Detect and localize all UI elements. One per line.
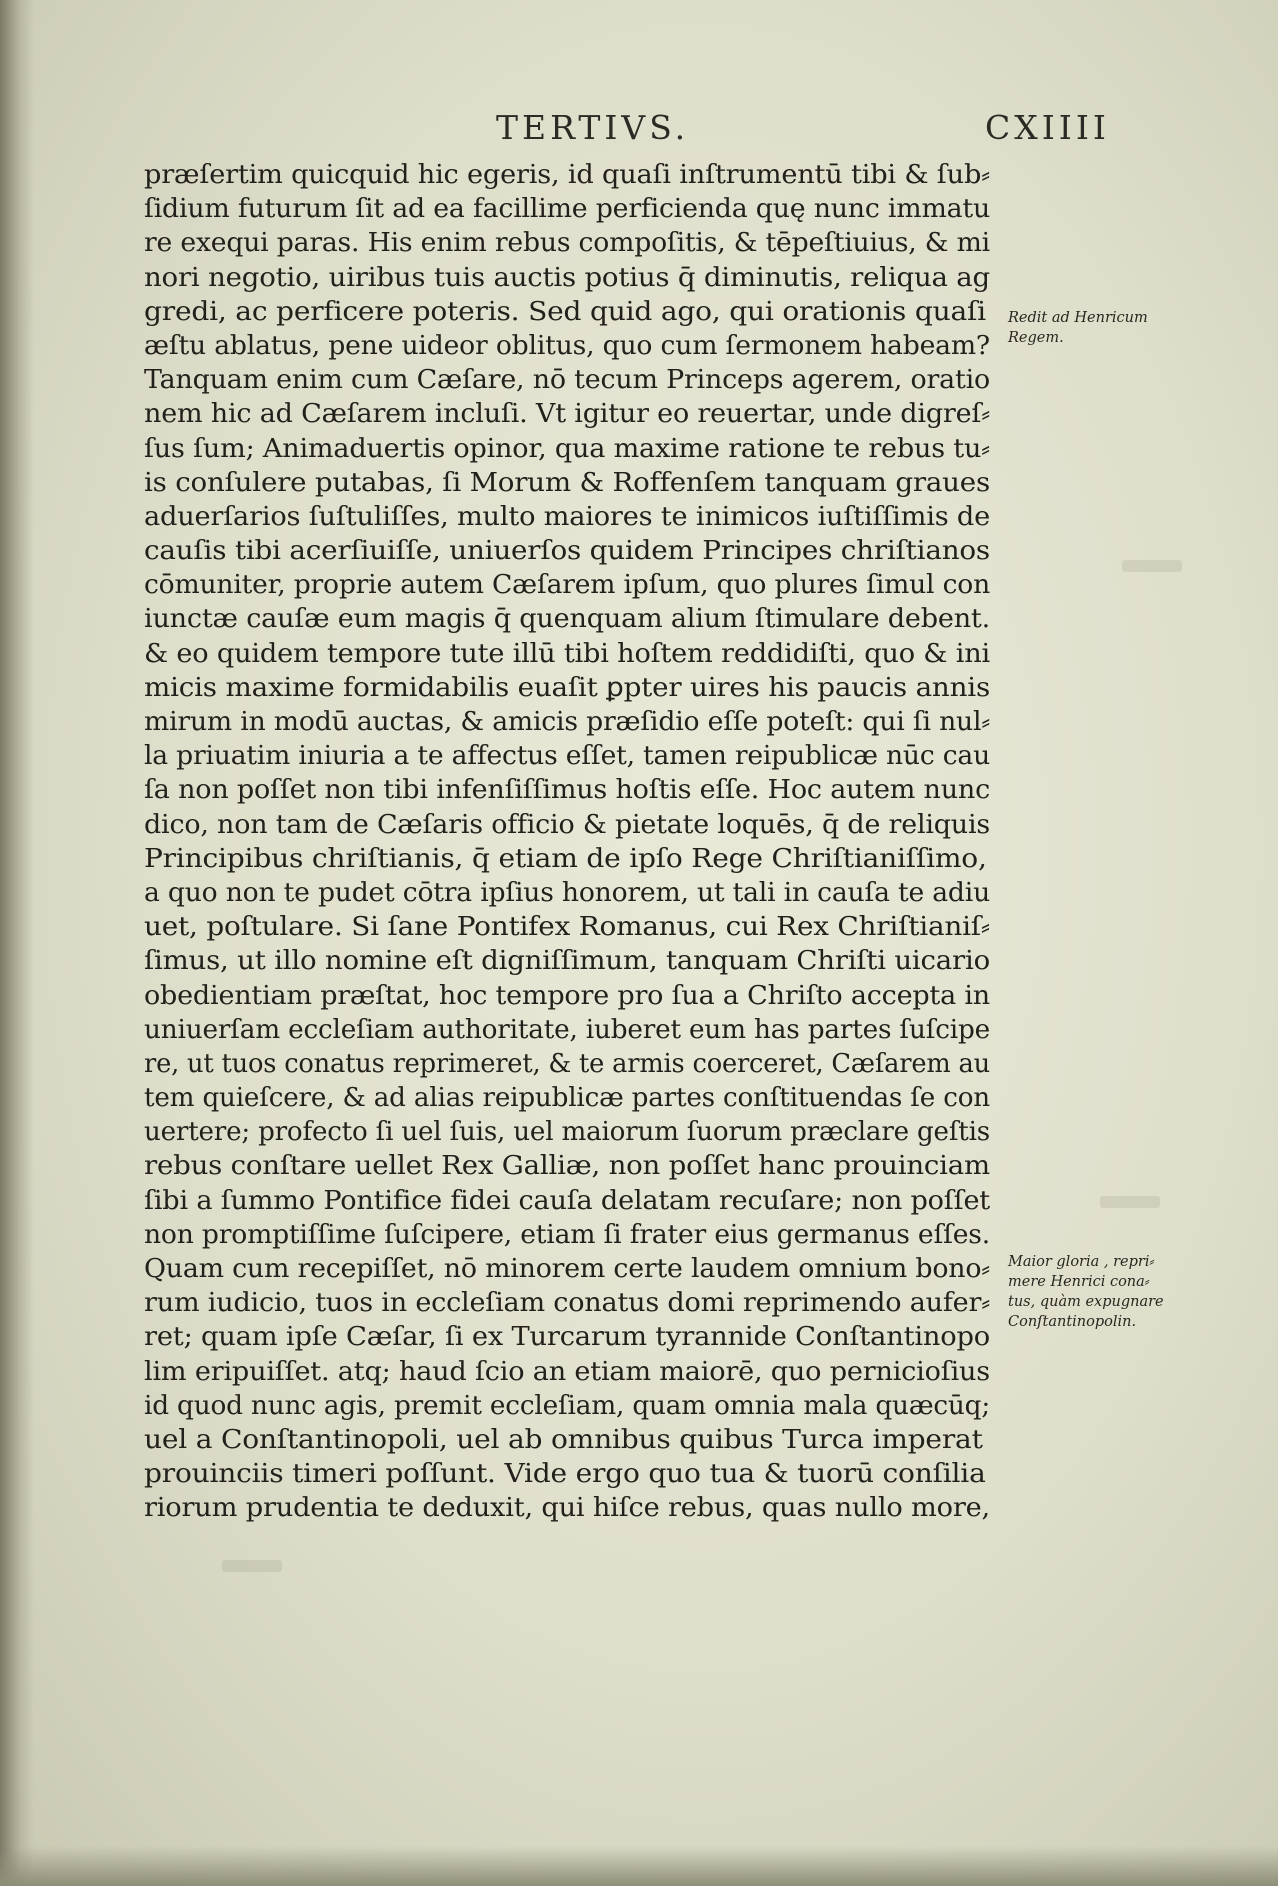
text-line: aduerſarios ſuſtuliſſes, multo maiores te inimicos iuſtiſſimis de [144,501,990,532]
text-line: lim eripuiſſet. atq; haud ſcio an etiam maiorē, quo pernicioſius [144,1356,990,1387]
show-through-mark [1122,560,1182,572]
text-line: is conſulere putabas, ſi Morum & Roffenſem tanquam graues [144,467,990,498]
text-line: iunctæ cauſæ eum magis q̄ quenquam alium ſtimulare debent. [144,604,990,635]
margin-note-line: Maior gloria , repri⸗ [1008,1254,1155,1270]
text-line: ret; quam ipſe Cæſar, ſi ex Turcarum tyrannide Conſtantinopo [144,1322,990,1353]
text-line: re, ut tuos conatus reprimeret, & te armis coerceret, Cæſarem au [144,1048,990,1079]
margin-note-line: tus, quàm expugnare [1008,1294,1164,1310]
text-line: uertere; profecto ſi uel ſuis, uel maiorum ſuorum præclare geſtis [144,1117,990,1148]
text-line: æſtu ablatus, pene uideor oblitus, quo cum ſermonem habeam? [144,330,990,361]
text-line: rebus conſtare uellet Rex Galliæ, non poſſet hanc prouinciam [144,1151,990,1182]
page-bottom-shadow [0,1846,1278,1886]
text-line: ſus ſum; Animaduertis opinor, qua maxime ratione te rebus tu⸗ [144,433,990,464]
text-line: riorum prudentia te deduxit, qui hiſce rebus, quas nullo more, [144,1493,990,1524]
text-line: re exequi paras. His enim rebus compoſitis, & tēpeſtiuius, & mi [144,228,990,259]
show-through-mark [222,1560,282,1572]
text-line: ſibi a ſummo Pontifice fidei cauſa delatam recuſare; non poſſet [144,1185,990,1216]
text-line: uniuerſam eccleſiam authoritate, iuberet eum has partes ſuſcipe [144,1014,990,1045]
margin-note-line: Regem. [1008,330,1064,346]
folio-number: CXIIII [985,108,1110,147]
text-line: non promptiſſime ſuſcipere, etiam ſi frater eius germanus eſſes. [144,1219,990,1250]
text-line: gredi, ac perficere poteris. Sed quid ago, qui orationis quaſi [144,296,986,327]
text-line: nori negotio, uiribus tuis auctis potius q̄ diminutis, reliqua ag [144,262,990,293]
running-head: TERTIVS. [496,108,690,147]
text-line: cōmuniter, proprie autem Cæſarem ipſum, quo plures ſimul con [144,570,990,601]
text-line: obedientiam præſtat, hoc tempore pro ſua a Chriſto accepta in [144,980,990,1011]
text-line: uel a Conſtantinopoli, uel ab omnibus quibus Turca imperat [144,1424,983,1455]
text-line: & eo quidem tempore tute illū tibi hoſtem reddidiſti, quo & ini [144,638,990,669]
margin-note-line: mere Henrici cona⸗ [1008,1274,1150,1290]
margin-note-line: Conſtantinopolin. [1008,1314,1137,1330]
text-line: ſa non poſſet non tibi infenſiſſimus hoſtis eſſe. Hoc autem nunc [144,775,990,806]
margin-note-redit [1008,308,1148,348]
show-through-mark [1100,1196,1160,1208]
text-line: tem quieſcere, & ad alias reipublicæ partes conſtituendas ſe con [144,1083,990,1114]
text-line: mirum in modū auctas, & amicis præſidio eſſe poteſt: qui ſi nul⸗ [144,707,990,737]
text-line: id quod nunc agis, premit eccleſiam, quam omnia mala quæcūq; [144,1390,990,1421]
text-line: la priuatim iniuria a te affectus eſſet, tamen reipublicæ nūc cau [144,741,990,772]
text-line: Principibus chriſtianis, q̄ etiam de ipſo Rege Chriſtianiſſimo, [144,843,987,874]
margin-note-maior-gloria [1008,1252,1164,1332]
text-line: cauſis tibi acerſiuiſſe, uniuerſos quidem Principes chriſtianos [144,536,990,567]
page-gutter-shadow [0,0,34,1886]
text-line: a quo non te pudet cōtra ipſius honorem, ut tali in cauſa te adiu [144,877,990,908]
text-line: uet, poſtulare. Si ſane Pontifex Romanus, cui Rex Chriſtianiſ⸗ [144,912,990,943]
text-line: præſertim quicquid hic egeris, id quaſi inſtrumentū tibi & ſub⸗ [144,160,990,190]
text-line: ſimus, ut illo nomine eſt digniſſimum, tanquam Chriſti uicario [144,946,990,977]
text-line: rum iudicio, tuos in eccleſiam conatus domi reprimendo aufer⸗ [144,1288,990,1319]
text-line: Tanquam enim cum Cæſare, nō tecum Princeps agerem, oratio [144,365,990,396]
text-line: Quam cum recepiſſet, nō minorem certe laudem omnium bono⸗ [144,1254,990,1284]
text-line: prouinciis timeri poſſunt. Vide ergo quo tua & tuorū conſilia [144,1459,986,1490]
margin-note-line: Redit ad Henricum [1008,310,1148,326]
text-line: ſidium futurum ſit ad ea facillime perficienda quę nunc immatu [144,194,990,225]
text-line: dico, non tam de Cæſaris officio & pietate loquēs, q̄ de reliquis [144,809,990,840]
body-text [144,158,990,1526]
text-line: micis maxime formidabilis euaſit ꝑpter uires his paucis annis [144,672,990,703]
text-line: nem hic ad Cæſarem incluſi. Vt igitur eo reuertar, unde digreſ⸗ [144,399,990,430]
